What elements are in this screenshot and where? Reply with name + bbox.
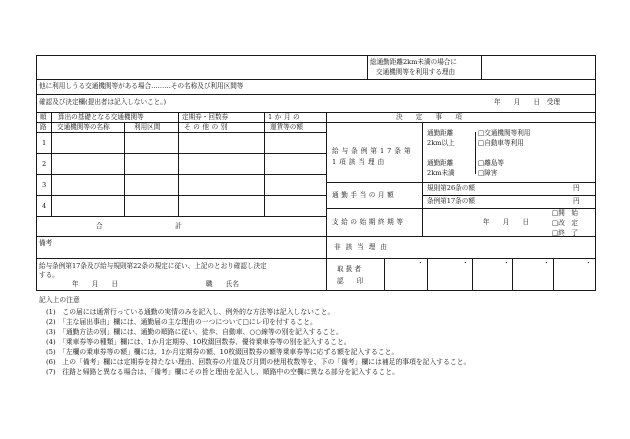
rule26-unit: 円 [573,184,580,192]
article-reason-label: 給与条例第17条第1項該当理由 [332,147,414,166]
row-number: 4 [42,202,47,210]
stamp-dot: ・ [462,259,469,267]
distance-a-value: 2km以上 [427,139,455,147]
option-transport: □交通機関等利用 [478,129,531,137]
fixed-header-1: 定期券・回数券 [182,113,229,121]
start-date: 年 月 日 [483,218,530,226]
remarks-label: 備考 [39,239,53,247]
option-disability: □障害 [478,169,498,177]
notes-title: 記入上の注意 [39,296,80,304]
certification-text-2: する。 [39,271,59,279]
note-item: (2) 「主な届出事由」欄には、通勤届の主な理由の一つについて□にレ印を付すること。 [46,318,317,326]
rule17-label: 条例第17条の額 [427,197,475,205]
stamp-dot: ・ [543,259,550,267]
rule26-label: 規則第26条の額 [427,184,475,192]
note-item: (5) 「左欄の乗車券等の額」欄には、1か月定期券の額、10枚綴回数券の額等乗車券等に応ずる額を記入すること。 [46,348,399,356]
certification-title: 職 氏名 [206,280,239,288]
confirm-label: 確認及び決定欄(提出者は記入しないこと。) [39,98,167,106]
decision-header: 決 定 事 項 [396,113,462,121]
other-transport-label: 他に利用しうる交通機関等がある場合………その名称及び利用区間等 [39,82,244,90]
status-revise: □改 定 [552,219,579,227]
fixed-header-2: その他の別 [184,123,230,131]
option-car: □自動車等利用 [478,139,524,147]
top-box-line2: 交通機関等を利用する理由 [376,68,456,76]
distance-b-value: 2km未満 [427,169,455,177]
rule17-unit: 円 [573,197,580,205]
total-label: 合 計 [96,222,182,230]
row-number: 1 [42,139,47,147]
status-end: □終 了 [552,229,579,237]
monthly-allowance-label: 通勤手当の月額 [332,191,397,199]
distance-a-label: 通勤距離 [427,129,454,137]
stamp-dot: ・ [585,259,592,267]
section-header: 利用区間 [134,123,161,131]
stamp-dot: ・ [417,259,424,267]
route-header: 順 [40,113,47,121]
note-item: (1) この届には通常行っている通勤の実情のみを記入し、例外的な方法等は記入しないこと。 [46,308,335,316]
row-number: 2 [42,160,47,168]
note-item: (6) 上の「備考」欄には定期券を持たない理由、回数券の片道及び月間の使用枚数等を、下の「備考」欄には補足的事項を記入すること。 [46,358,471,366]
certification-text: 給与条例第17条及び給与規則第22条の規定に従い、上記のとおり確認し決定 [39,262,267,270]
top-box-line1: 総通勤距離2km未満の場合に [370,58,457,66]
non-applicable-label: 非該当理由 [334,243,392,251]
certification-date: 年 月 日 [72,280,119,288]
distance-b-label: 通勤距離 [427,159,454,167]
note-item: (4) 「乗車券等の種類」欄には、1か月定期券、10枚綴回数券、優待乗車券等の別を記入すること。 [46,338,351,346]
monthly-header-2: 運賃等の額 [270,123,303,131]
handler-label: 取 扱 者 [337,265,361,273]
start-end-label: 支給の始期終期等 [332,218,406,226]
seal-label: 認 印 [337,277,364,285]
stamp-dot: ・ [503,259,510,267]
received-date: 年 月 日 受理 [494,98,560,106]
monthly-header-1: 1か月の [268,113,303,121]
route-header-2: 路 [40,123,47,131]
name-header: 交通機関等の名称 [57,123,110,131]
row-number: 3 [42,181,47,189]
option-island: □離島等 [478,159,505,167]
note-item: (3) 「通勤方法の別」欄には、通勤の順路に従い、徒歩、自動車、○○線等の別を記入すること。 [46,328,343,336]
note-item: (7) 往路と帰路と異なる場合は、「備考」欄にその旨と理由を記入し、順路中の空欄に異なる部分を記入すること。 [46,368,399,376]
basis-header: 算出の基礎となる交通機関等 [58,113,144,121]
status-start: □開 始 [552,209,579,217]
